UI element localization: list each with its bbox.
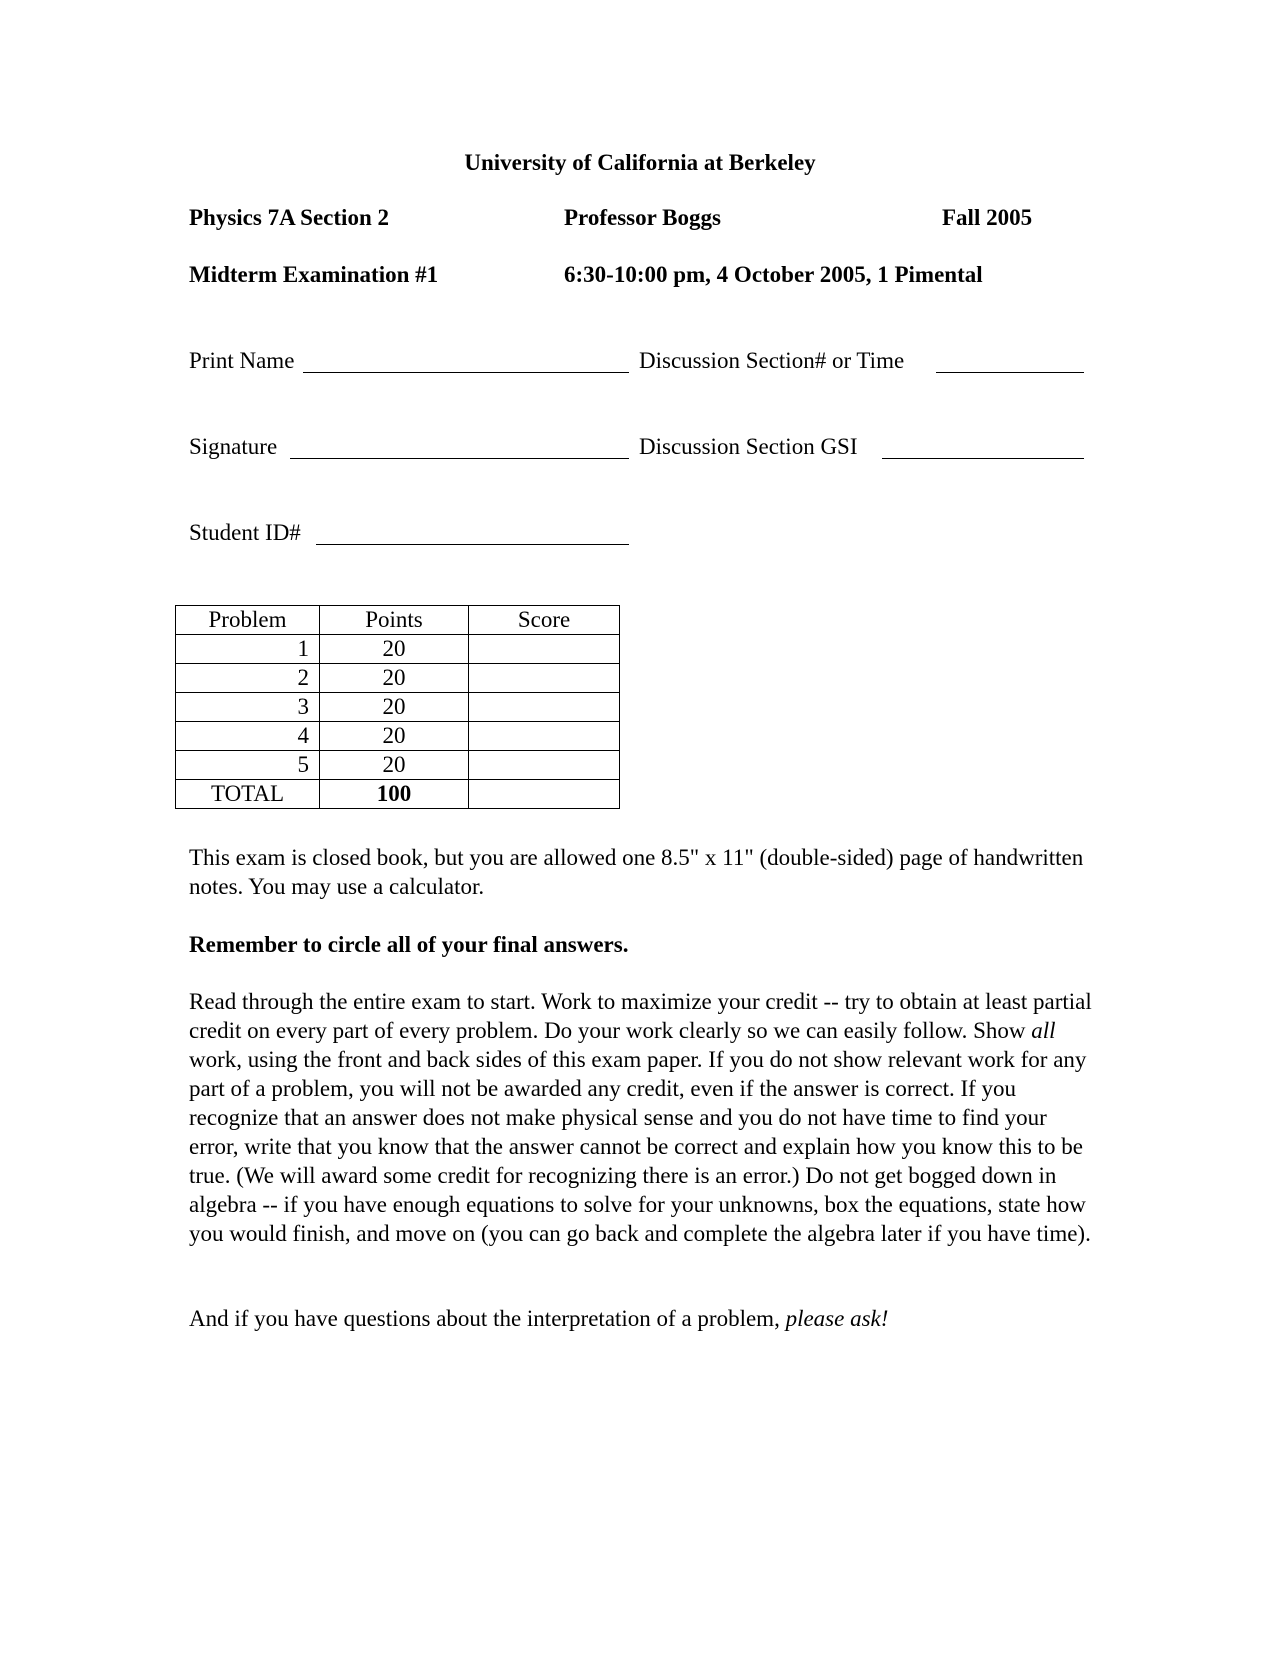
problem-number: 4: [176, 722, 320, 751]
table-row: [176, 664, 620, 693]
questions-note: [189, 1304, 1094, 1333]
signature-field[interactable]: [290, 458, 629, 459]
score-table: [175, 605, 620, 809]
problem-number: 1: [176, 635, 320, 664]
problem-number: 2: [176, 664, 320, 693]
table-row: [176, 751, 620, 780]
signature-label: Signature: [189, 434, 278, 459]
course-name: Physics 7A Section 2: [189, 205, 389, 230]
table-row: [176, 635, 620, 664]
total-points: 100: [320, 780, 469, 809]
header-problem: Problem: [176, 606, 320, 635]
table-row: [176, 722, 620, 751]
professor-name: Professor Boggs: [564, 205, 721, 230]
table-row: [176, 693, 620, 722]
header-points: Points: [320, 606, 469, 635]
problem-score-cell[interactable]: [469, 664, 620, 693]
closed-book-instructions: This exam is closed book, but you are allowed one 8.5" x 11" (double-sided) page of handwritten notes. You may use a calculator.: [189, 845, 1084, 899]
main-instructions-part2: work, using the front and back sides of this exam paper. If you do not show relevant work for any part of a problem, you will not be awarded any credit, even if the answer is correct. If you recognize that an answer does not make physical sense and you do not have time to find your error, write that you know that the answer cannot be correct and explain how you know this to be true. (We will award some credit for recognizing there is an error.) Do not get bogged down in algebra -- if you have enough equations to solve for your unknowns, box the equations, state how you would finish, and move on (you can go back and complete the algebra later if you have time).: [189, 1047, 1091, 1246]
gsi-field[interactable]: [882, 458, 1084, 459]
gsi-label: Discussion Section GSI: [639, 434, 858, 459]
exam-details: 6:30-10:00 pm, 4 October 2005, 1 Pimental: [564, 262, 983, 287]
problem-points: 20: [320, 722, 469, 751]
problem-score-cell[interactable]: [469, 751, 620, 780]
main-instructions-part1: Read through the entire exam to start. Work to maximize your credit -- try to obtain at least partial credit on every part of every problem. Do your work clearly so we can easily follow. Show: [189, 989, 1092, 1043]
table-header-row: [176, 606, 620, 635]
problem-points: 20: [320, 693, 469, 722]
student-id-field[interactable]: [316, 544, 629, 545]
reminder-text: Remember to circle all of your final answers.: [189, 932, 629, 957]
problem-number: 5: [176, 751, 320, 780]
exam-name: Midterm Examination #1: [189, 262, 439, 287]
main-instructions-emphasis: all: [1031, 1018, 1056, 1043]
semester: Fall 2005: [942, 205, 1033, 230]
problem-score-cell[interactable]: [469, 635, 620, 664]
print-name-label: Print Name: [189, 348, 295, 373]
header-score: Score: [469, 606, 620, 635]
problem-points: 20: [320, 751, 469, 780]
questions-note-emphasis: please ask!: [785, 1306, 889, 1331]
problem-points: 20: [320, 635, 469, 664]
total-score-cell[interactable]: [469, 780, 620, 809]
discussion-section-field[interactable]: [936, 372, 1084, 373]
main-instructions: [189, 987, 1094, 1248]
problem-number: 3: [176, 693, 320, 722]
table-total-row: [176, 780, 620, 809]
problem-score-cell[interactable]: [469, 693, 620, 722]
questions-note-part1: And if you have questions about the interpretation of a problem,: [189, 1306, 786, 1331]
problem-points: 20: [320, 664, 469, 693]
student-id-label: Student ID#: [189, 520, 301, 545]
problem-score-cell[interactable]: [469, 722, 620, 751]
print-name-field[interactable]: [303, 372, 629, 373]
discussion-section-label: Discussion Section# or Time: [639, 348, 905, 373]
total-label: TOTAL: [176, 780, 320, 809]
university-title: University of California at Berkeley: [464, 150, 816, 175]
